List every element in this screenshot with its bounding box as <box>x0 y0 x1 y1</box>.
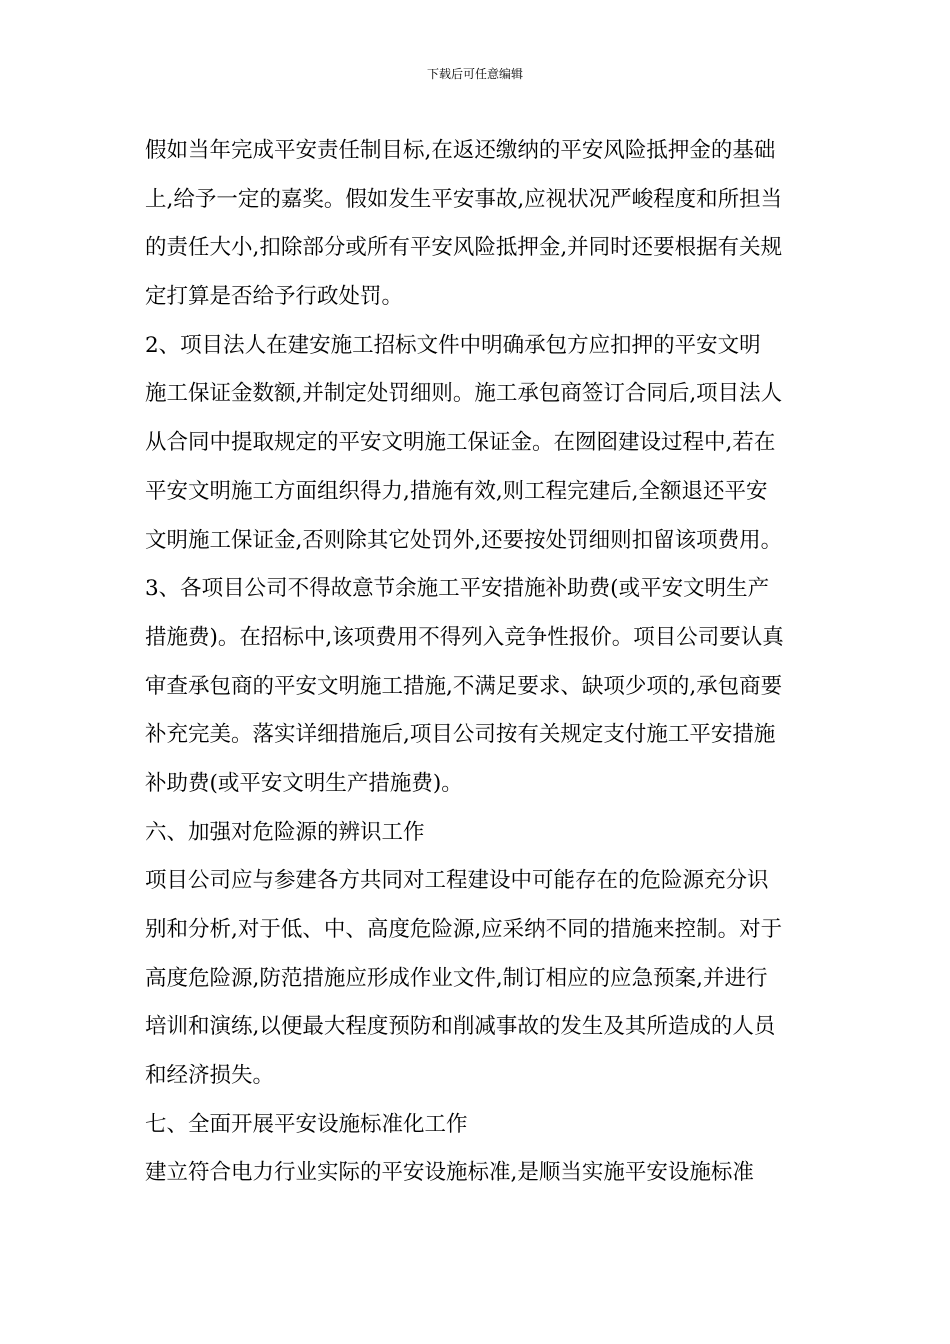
text-line-11: 措施费)。在招标中,该项费用不得列入竞争性报价。项目公司要认真 <box>145 624 784 650</box>
text-line-2: 上,给予一定的嘉奖。假如发生平安事故,应视状况严峻程度和所担当 <box>145 186 783 212</box>
text-line-4: 定打算是否给予行政处罚。 <box>145 284 404 310</box>
text-line-10: 3、各项目公司不得故意节余施工平安措施补助费(或平安文明生产 <box>145 576 770 602</box>
text-line-6: 施工保证金数额,并制定处罚细则。施工承包商签订合同后,项目法人 <box>145 381 783 407</box>
text-line-22: 建立符合电力行业实际的平安设施标准,是顺当实施平安设施标准 <box>145 1160 754 1186</box>
document-body <box>145 131 810 1202</box>
text-line-8: 平安文明施工方面组织得力,措施有效,则工程完建后,全额退还平安 <box>145 478 768 504</box>
text-line-18: 高度危险源,防范措施应形成作业文件,制订相应的应急预案,并进行 <box>145 965 768 991</box>
section-heading-6: 六、加强对危险源的辨识工作 <box>145 819 425 845</box>
text-line-3: 的责任大小,扣除部分或所有平安风险抵押金,并同时还要根据有关规 <box>145 235 783 261</box>
text-line-9: 文明施工保证金,否则除其它处罚外,还要按处罚细则扣留该项费用。 <box>145 527 783 553</box>
text-line-7: 从合同中提取规定的平安文明施工保证金。在囫囵建设过程中,若在 <box>145 430 776 456</box>
text-line-12: 审查承包商的平安文明施工措施,不满足要求、缺项少项的,承包商要 <box>145 673 783 699</box>
text-line-19: 培训和演练,以便最大程度预防和削减事故的发生及其所造成的人员 <box>145 1014 776 1040</box>
page-header: 下载后可任意编辑 <box>426 67 523 81</box>
text-line-13: 补充完美。落实详细措施后,项目公司按有关规定支付施工平安措施 <box>145 722 776 748</box>
text-line-5: 2、项目法人在建安施工招标文件中明确承包方应扣押的平安文明 <box>145 332 761 358</box>
section-heading-7: 七、全面开展平安设施标准化工作 <box>145 1111 468 1137</box>
text-line-20: 和经济损失。 <box>145 1063 275 1089</box>
text-line-17: 别和分析,对于低、中、高度危险源,应采纳不同的措施来控制。对于 <box>145 917 783 942</box>
text-line-14: 补助费(或平安文明生产措施费)。 <box>145 770 463 796</box>
text-line-1: 假如当年完成平安责任制目标,在返还缴纳的平安风险抵押金的基础 <box>145 138 776 163</box>
text-line-16: 项目公司应与参建各方共同对工程建设中可能存在的危险源充分识 <box>145 868 769 894</box>
